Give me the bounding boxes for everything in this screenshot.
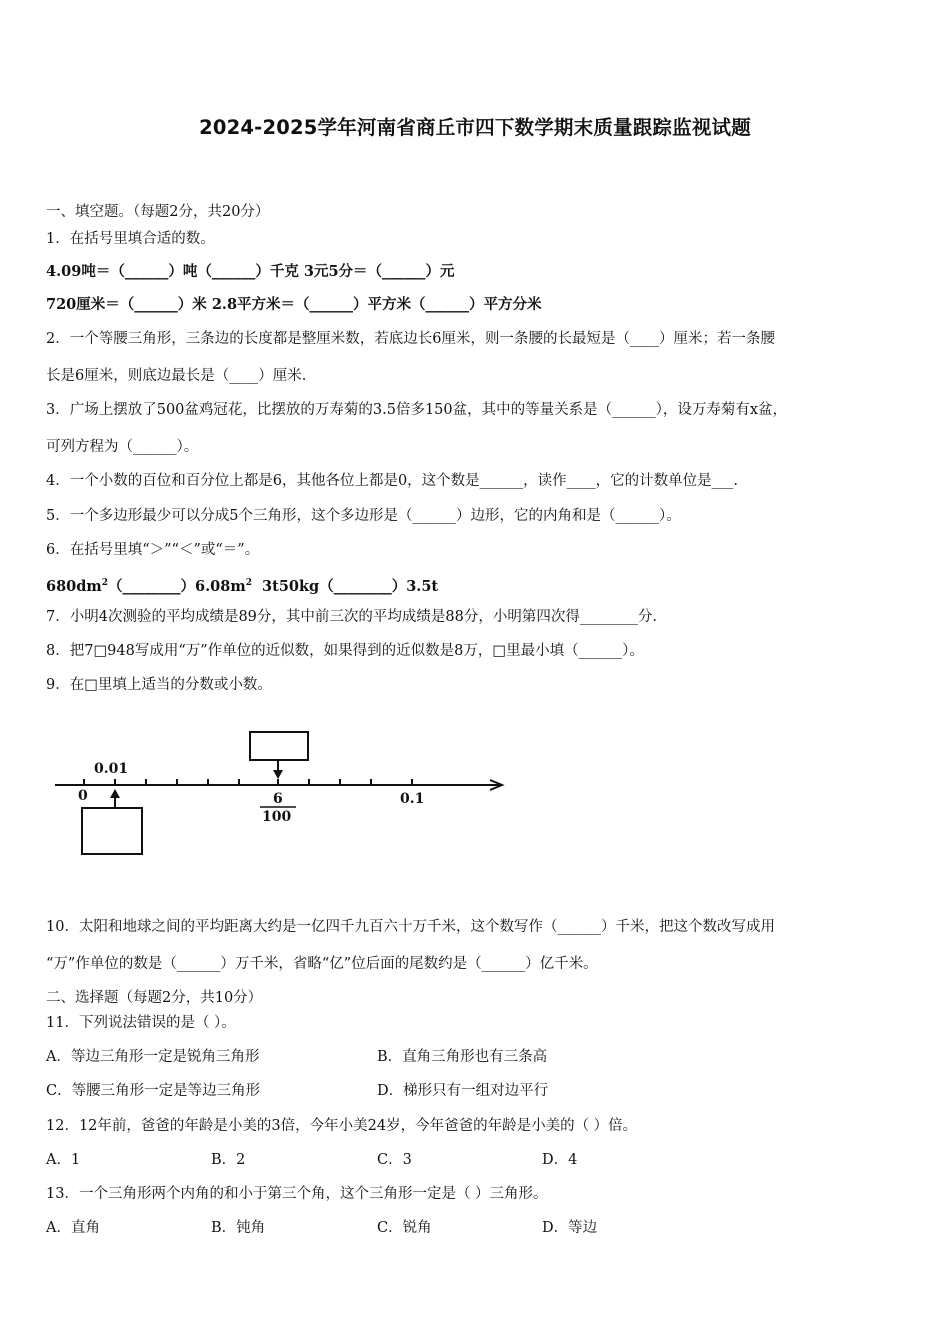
q10-line-1: 10．太阳和地球之间的平均距离大约是一亿四千九百六十万千米，这个数写作（______）千米，把这个数改写成用 — [46, 919, 775, 935]
q13-option-d[interactable]: D．等边 — [542, 1220, 598, 1236]
q1-line-2: 720厘米＝（______）米 2.8平方米＝（______）平方米（______）平方分米 — [46, 296, 542, 313]
q11-option-c[interactable]: C．等腰三角形一定是等边三角形 — [46, 1083, 261, 1099]
q11-option-a[interactable]: A．等边三角形一定是锐角三角形 — [46, 1049, 260, 1065]
arrow-down-head — [273, 770, 283, 779]
q3-line-2: 可列方程为（______）。 — [46, 439, 199, 455]
number-line-figure — [50, 725, 510, 865]
q7: 7．小明4次测验的平均成绩是89分，其中前三次的平均成绩是88分，小明第四次得________分. — [46, 609, 657, 625]
answer-box-top — [250, 732, 308, 760]
q13-option-c[interactable]: C．锐角 — [377, 1220, 432, 1236]
q11-option-b[interactable]: B．直角三角形也有三条高 — [377, 1049, 548, 1065]
q12-stem: 12．12年前，爸爸的年龄是小美的3倍，今年小美24岁，今年爸爸的年龄是小美的（ ）倍。 — [46, 1118, 638, 1134]
q11-option-d[interactable]: D．梯形只有一组对边平行 — [377, 1083, 549, 1099]
section-1-heading: 一、填空题。（每题2分，共20分） — [46, 204, 270, 220]
page-title: 2024-2025学年河南省商丘市四下数学期末质量跟踪监视试题 — [199, 116, 751, 139]
q2-line-2: 长是6厘米，则底边最长是（____）厘米. — [46, 368, 307, 384]
q12-option-c[interactable]: C．3 — [377, 1152, 412, 1168]
q6-sup1: 2 — [101, 578, 109, 588]
q6-sup2: 2 — [245, 578, 252, 588]
q13-option-b[interactable]: B．钝角 — [211, 1220, 266, 1236]
q1-line-1: 4.09吨＝（______）吨（______）千克 3元5分＝（______）元 — [46, 263, 455, 280]
frac-denominator: 100 — [262, 809, 292, 825]
label-0.1: 0.1 — [400, 791, 425, 807]
q12-option-d[interactable]: D．4 — [542, 1152, 578, 1168]
q6-compare — [46, 574, 438, 596]
q11-stem: 11．下列说法错误的是（ ）。 — [46, 1015, 236, 1031]
q12-option-b[interactable]: B．2 — [211, 1152, 246, 1168]
q9-stem: 9．在□里填上适当的分数或小数。 — [46, 677, 272, 693]
q1-stem: 1．在括号里填合适的数。 — [46, 231, 215, 247]
q10-line-2: “万”作单位的数是（______）万千米，省略“亿”位后面的尾数约是（______）亿千米。 — [46, 956, 598, 972]
q6-stem: 6．在括号里填“＞”“＜”或“＝”。 — [46, 542, 260, 558]
q3-line-1: 3．广场上摆放了500盆鸡冠花，比摆放的万寿菊的3.5倍多150盆，其中的等量关系是（______），设万寿菊有x盆， — [46, 402, 788, 418]
q13-option-a[interactable]: A．直角 — [46, 1220, 100, 1236]
arrow-up-head — [110, 789, 120, 798]
answer-box-bottom — [82, 808, 142, 854]
q5: 5．一个多边形最少可以分成5个三角形，这个多边形是（______）边形，它的内角和是（______）。 — [46, 508, 681, 524]
section-2-heading: 二、选择题（每题2分，共10分） — [46, 990, 263, 1006]
q4: 4．一个小数的百位和百分位上都是6，其他各位上都是0，这个数是______，读作____，它的计数单位是___. — [46, 473, 739, 489]
q6-a2: （________）6.08m — [108, 577, 246, 595]
label-0: 0 — [78, 788, 88, 804]
q2-line-1: 2．一个等腰三角形，三条边的长度都是整厘米数，若底边长6厘米，则一条腰的长最短是（____）厘米；若一条腰 — [46, 331, 775, 347]
frac-numerator: 6 — [273, 791, 283, 807]
q13-stem: 13．一个三角形两个内角的和小于第三个角，这个三角形一定是（ ）三角形。 — [46, 1186, 548, 1202]
q8: 8．把7□948写成用“万”作单位的近似数，如果得到的近似数是8万，□里最小填（______）。 — [46, 643, 644, 659]
q6-a1: 680dm — [46, 577, 102, 595]
q12-option-a[interactable]: A．1 — [46, 1152, 81, 1168]
label-0.01: 0.01 — [94, 761, 129, 777]
q6-a3: 3t50kg（________）3.5t — [251, 577, 439, 595]
